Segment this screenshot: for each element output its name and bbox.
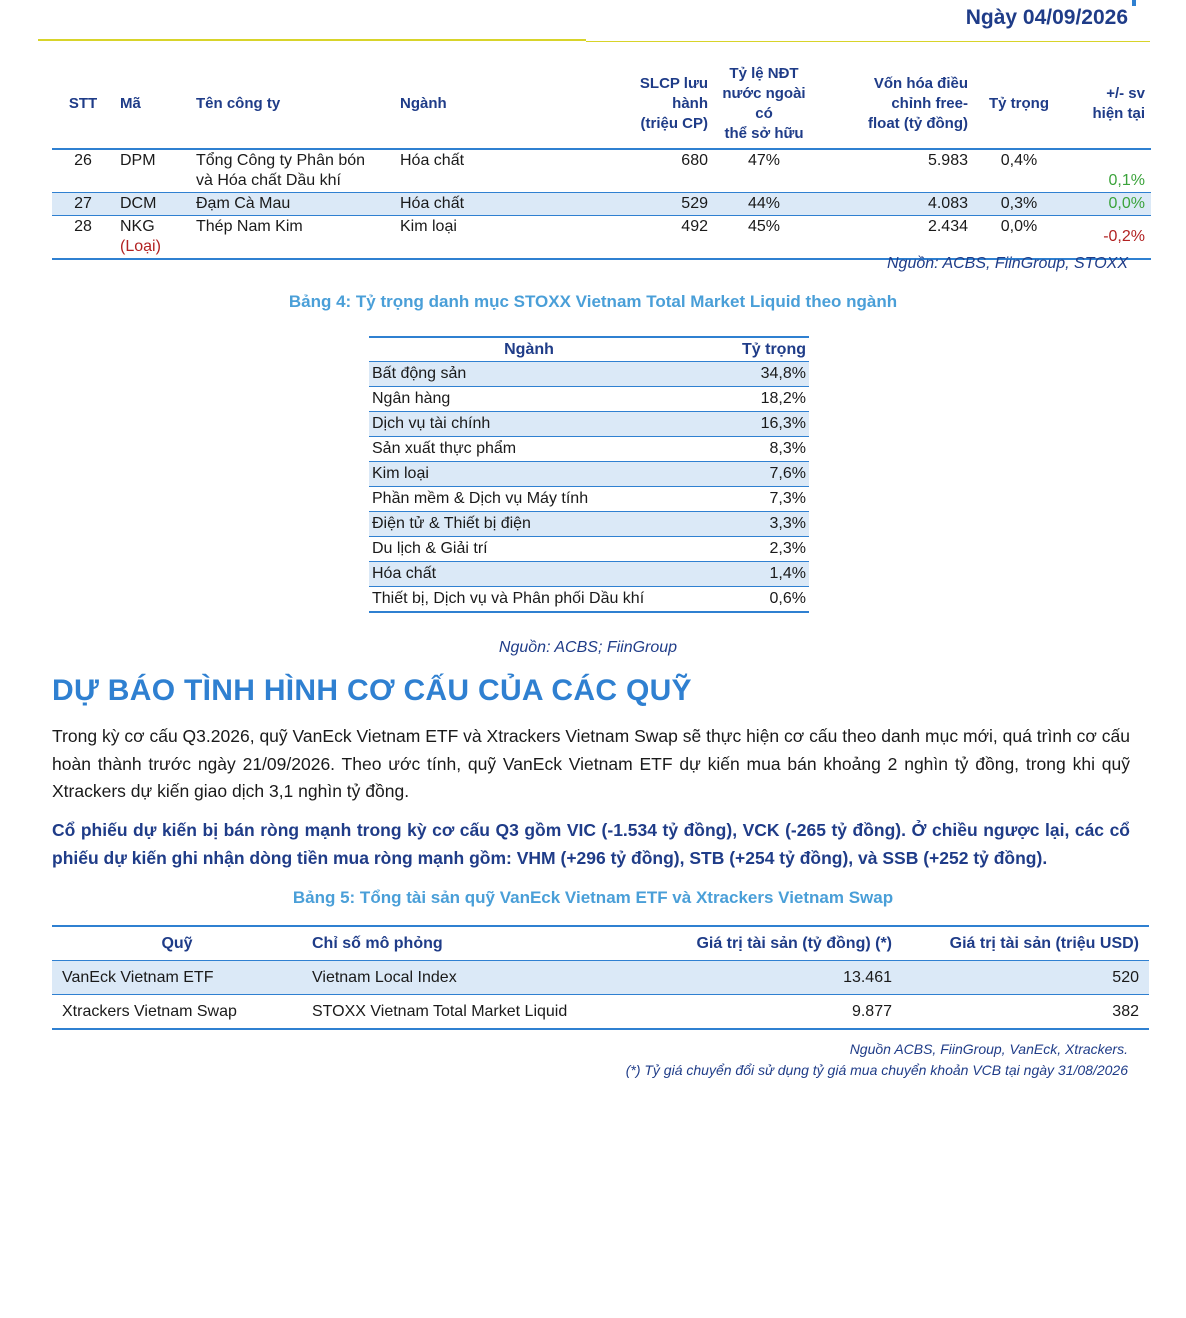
header-chiso: Chỉ số mô phỏng: [302, 926, 632, 961]
cell-ma: DCM: [114, 193, 190, 216]
cell-tytrong: 2,3%: [689, 537, 809, 562]
table-row: [369, 437, 809, 462]
report-date: Ngày 04/09/2026: [965, 6, 1128, 29]
cell-ten: Tổng Công ty Phân bón và Hóa chất Dầu khí: [196, 152, 366, 189]
table-header-row: [52, 926, 1149, 961]
cell-tytrong: 3,3%: [689, 512, 809, 537]
header-stt: STT: [52, 60, 114, 149]
cell-slcp: 529: [554, 193, 714, 216]
table3-source: Nguồn ACBS, FiinGroup, VanEck, Xtrackers.: [849, 1041, 1128, 1057]
header-ten: Tên công ty: [190, 60, 394, 149]
fund-assets-table: [52, 925, 1149, 1030]
cell-ma: NKG (Loại): [114, 216, 190, 260]
cell-tytrong: 34,8%: [689, 362, 809, 387]
cell-gtusd: 520: [902, 961, 1149, 995]
table1-source: Nguồn: ACBS, FiinGroup, STOXX: [887, 255, 1128, 272]
cell-vonhoa: 5.983: [927, 152, 968, 169]
header-ma: Mã: [114, 60, 190, 149]
sector-weight-table: [369, 336, 809, 613]
cell-nganh: Kim loại: [369, 462, 689, 487]
cell-nganh: Ngân hàng: [369, 387, 689, 412]
cell-tytrong: 16,3%: [689, 412, 809, 437]
table-row: [369, 462, 809, 487]
cell-slcp: 492: [554, 216, 714, 260]
cell-ma: DPM: [120, 152, 156, 169]
cell-nganh: Hóa chất: [394, 193, 554, 216]
cell-stt: 28: [52, 216, 114, 260]
cell-diff: 0,1%: [1108, 172, 1145, 189]
table-row: [369, 387, 809, 412]
header-gtvnd: Giá trị tài sản (tỷ đồng) (*): [632, 926, 902, 961]
paragraph-highlight: Cổ phiếu dự kiến bị bán ròng mạnh trong kỳ cơ cấu Q3 gồm VIC (-1.534 tỷ đồng), VCK (-265 tỷ đồng). Ở chiều ngược lại, các cổ phiếu dự kiến ghi nhận dòng tiền mua ròng mạnh gồm: VHM (+296 tỷ đồng), STB (+254 tỷ đồng), và SSB (+252 tỷ đồng).: [52, 820, 1130, 868]
header-rule: [38, 39, 586, 41]
cell-ten: Đạm Cà Mau: [190, 193, 394, 216]
cell-nganh: Bất động sản: [369, 362, 689, 387]
cell-nganh: Điện tử & Thiết bị điện: [369, 512, 689, 537]
cell-tytrong: 0,3%: [974, 193, 1064, 216]
cell-ten: Thép Nam Kim: [190, 216, 394, 260]
header-tytrong: Tỷ trọng: [974, 60, 1064, 149]
section-title: DỰ BÁO TÌNH HÌNH CƠ CẤU CỦA CÁC QUỸ: [52, 674, 692, 707]
table-row: [369, 587, 809, 613]
cell-diff: 0,0%: [1064, 193, 1151, 216]
header-accent-bar: [1132, 0, 1136, 6]
cell-ndt: 45%: [714, 216, 814, 260]
cell-tytrong: 7,3%: [689, 487, 809, 512]
cell-stt: 27: [52, 193, 114, 216]
header-vonhoa: Vốn hóa điều chỉnh free- float (tỷ đồng): [814, 60, 974, 149]
cell-quy: Xtrackers Vietnam Swap: [52, 995, 302, 1030]
table-row: [369, 537, 809, 562]
header-nganh: Ngành: [369, 337, 689, 362]
header-quy: Quỹ: [52, 926, 302, 961]
header-nganh: Ngành: [394, 60, 554, 149]
cell-vonhoa: 2.434: [814, 216, 974, 260]
table-header-row: [52, 60, 1151, 149]
cell-chiso: Vietnam Local Index: [302, 961, 632, 995]
cell-ndt: 44%: [714, 193, 814, 216]
table-row: [52, 216, 1151, 260]
table-row: [369, 412, 809, 437]
cell-nganh: Hóa chất: [400, 152, 465, 169]
cell-quy: VanEck Vietnam ETF: [52, 961, 302, 995]
cell-gtvnd: 13.461: [632, 961, 902, 995]
table-row: [369, 362, 809, 387]
excluded-note: (Loại): [120, 238, 161, 255]
cell-nganh: Du lịch & Giải trí: [369, 537, 689, 562]
header-slcp: SLCP lưu hành (triệu CP): [554, 60, 714, 149]
cell-diff: -0,2%: [1064, 216, 1151, 260]
cell-nganh: Hóa chất: [369, 562, 689, 587]
cell-tytrong: 18,2%: [689, 387, 809, 412]
cell-nganh: Kim loại: [394, 216, 554, 260]
table-row: [369, 512, 809, 537]
cell-tytrong: 0,6%: [689, 587, 809, 613]
cell-ndt: 47%: [747, 152, 781, 169]
cell-stt: 26: [74, 152, 92, 169]
table-row: [52, 193, 1151, 216]
cell-tytrong: 1,4%: [689, 562, 809, 587]
table-row: [369, 487, 809, 512]
cell-tytrong: 8,3%: [689, 437, 809, 462]
table2-source: Nguồn: ACBS; FiinGroup: [498, 639, 678, 656]
header-tytrong: Tỷ trọng: [689, 337, 809, 362]
table3-footnote: (*) Tỷ giá chuyển đổi sử dụng tỷ giá mua chuyển khoản VCB tại ngày 31/08/2026: [625, 1062, 1128, 1078]
header-ndt: Tỷ lệ NĐT nước ngoài có thể sở hữu: [714, 60, 814, 149]
header-gtusd: Giá trị tài sản (triệu USD): [902, 926, 1149, 961]
cell-nganh: Phần mềm & Dịch vụ Máy tính: [369, 487, 689, 512]
table-row: [369, 562, 809, 587]
table2-caption: Bảng 4: Tỷ trọng danh mục STOXX Vietnam Total Market Liquid theo ngành: [288, 292, 898, 311]
cell-tytrong: 7,6%: [689, 462, 809, 487]
cell-slcp: 680: [681, 152, 708, 169]
constituents-table: [52, 60, 1151, 260]
table-row: [52, 995, 1149, 1030]
paragraph-intro: Trong kỳ cơ cấu Q3.2026, quỹ VanEck Vietnam ETF và Xtrackers Vietnam Swap sẽ thực hiện cơ cấu theo danh mục mới, quá trình cơ cấu hoàn thành trước ngày 21/09/2026. Theo ước tính, quỹ VanEck Vietnam ETF dự kiến mua bán khoảng 2 nghìn tỷ đồng, trong khi quỹ Xtrackers dự kiến giao dịch 3,1 nghìn tỷ đồng.: [52, 726, 1130, 801]
cell-tytrong: 0,0%: [974, 216, 1064, 260]
cell-nganh: Dịch vụ tài chính: [369, 412, 689, 437]
cell-nganh: Thiết bị, Dịch vụ và Phân phối Dầu khí: [369, 587, 689, 613]
cell-nganh: Sản xuất thực phẩm: [369, 437, 689, 462]
cell-vonhoa: 4.083: [814, 193, 974, 216]
table-row: [52, 961, 1149, 995]
table-row: [52, 149, 1151, 193]
header-diff: +/- sv hiện tại: [1064, 60, 1151, 149]
cell-gtvnd: 9.877: [632, 995, 902, 1030]
cell-gtusd: 382: [902, 995, 1149, 1030]
table3-caption: Bảng 5: Tổng tài sản quỹ VanEck Vietnam ETF và Xtrackers Vietnam Swap: [292, 888, 894, 907]
cell-chiso: STOXX Vietnam Total Market Liquid: [302, 995, 632, 1030]
header-rule-thin: [586, 41, 1150, 42]
cell-tytrong: 0,4%: [1000, 152, 1038, 169]
table-header-row: [369, 337, 809, 362]
